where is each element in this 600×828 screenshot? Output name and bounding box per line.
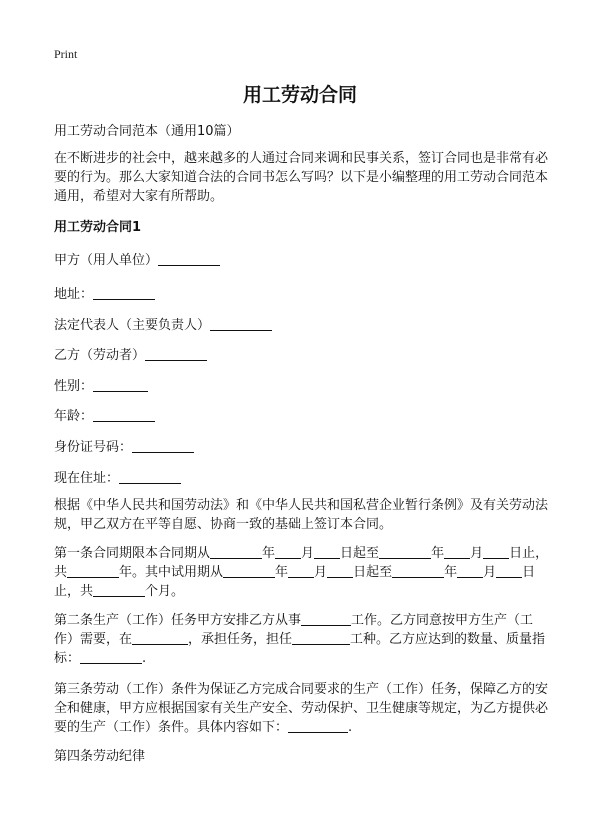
- clause-article-1: [54, 544, 550, 601]
- article1-month-label: 月: [301, 546, 315, 561]
- article1-day-start-label-2: 日起至: [353, 565, 393, 580]
- field-age-label: 年龄：: [54, 409, 94, 424]
- field-party-b: [54, 344, 207, 363]
- article1-total-label: 日止，共: [54, 565, 536, 599]
- end-year-blank[interactable]: [379, 545, 431, 559]
- quota-blank[interactable]: [80, 650, 142, 664]
- total-years-blank[interactable]: [67, 564, 119, 578]
- article2-part-3: ，承担任务，担任: [188, 632, 293, 647]
- start-year-blank[interactable]: [210, 545, 262, 559]
- field-party-a-label: 甲方（用人单位）: [54, 253, 159, 268]
- gender-blank[interactable]: [93, 378, 148, 392]
- document-subtitle: 用工劳动合同范本（通用10篇）: [54, 124, 240, 139]
- party-b-blank[interactable]: [145, 347, 207, 361]
- clause-basis: 根据《中华人民共和国劳动法》和《中华人民共和国私营企业暂行条例》及有关劳动法规，甲乙双方在平等自愿、协商一致的基础上签订本合同。: [54, 498, 549, 532]
- section-heading: 用工劳动合同1: [54, 220, 142, 235]
- age-blank[interactable]: [93, 408, 155, 422]
- field-address-label: 地址：: [54, 287, 94, 302]
- article1-year-trial-label: 年。其中试用期从: [119, 565, 224, 580]
- article1-day-end-label: 日止，共: [54, 546, 549, 580]
- field-gender: [54, 375, 148, 394]
- article1-month-label-4: 月: [483, 565, 497, 580]
- start-day-blank[interactable]: [314, 545, 340, 559]
- job-blank[interactable]: [301, 612, 351, 626]
- address-blank[interactable]: [93, 286, 155, 300]
- intro-paragraph: 在不断进步的社会中，越来越多的人通过合同来调和民事关系，签订合同也是非常有必要的行为。那么大家知道合法的合同书怎么写吗？以下是小编整理的用工劳动合同范本通用，希望对大家有所帮助。: [54, 151, 549, 204]
- clause-article-4: 第四条劳动纪律: [54, 749, 146, 764]
- trial-start-month-blank[interactable]: [288, 564, 314, 578]
- field-age: [54, 405, 155, 424]
- article1-prefix: 第一条合同期限本合同期从: [54, 546, 211, 561]
- field-gender-label: 性别：: [54, 379, 94, 394]
- article2-part-2: 工作。乙方同意按甲方生产（工作）需要，在: [54, 613, 534, 647]
- print-link[interactable]: Print: [54, 47, 78, 61]
- trial-months-blank[interactable]: [93, 583, 145, 597]
- article2-end: .: [142, 651, 147, 666]
- field-legal-rep-label: 法定代表人（主要负责人）: [54, 318, 211, 333]
- article1-year-label-4: 年: [444, 565, 458, 580]
- start-month-blank[interactable]: [275, 545, 301, 559]
- legal-rep-blank[interactable]: [210, 317, 272, 331]
- article1-year-label-3: 年: [275, 565, 289, 580]
- conditions-blank[interactable]: [288, 719, 348, 733]
- field-id-number: [54, 436, 194, 455]
- field-address: [54, 283, 155, 302]
- article1-year-label: 年: [262, 546, 276, 561]
- article1-year-label-2: 年: [431, 546, 445, 561]
- field-party-a: [54, 249, 220, 268]
- field-party-b-label: 乙方（劳动者）: [54, 348, 146, 363]
- field-legal-rep: [54, 314, 272, 333]
- party-a-blank[interactable]: [158, 252, 220, 266]
- trial-end-month-blank[interactable]: [457, 564, 483, 578]
- trial-end-year-blank[interactable]: [392, 564, 444, 578]
- field-id-number-label: 身份证号码：: [54, 440, 133, 455]
- article3-text: 第三条劳动（工作）条件为保证乙方完成合同要求的生产（工作）任务，保障乙方的安全和健康，甲方应根据国家有关生产安全、劳动保护、卫生健康等规定，为乙方提供必要的生产（工作）条件。具体内容如下：: [54, 682, 549, 735]
- document-title: 用工劳动合同: [242, 84, 357, 106]
- location-blank[interactable]: [132, 631, 188, 645]
- trade-blank[interactable]: [292, 631, 350, 645]
- article1-month-label-3: 月: [314, 565, 328, 580]
- article2-prefix: 第二条生产（工作）任务甲方安排乙方从事: [54, 613, 302, 628]
- end-day-blank[interactable]: [483, 545, 509, 559]
- clause-article-3: [54, 680, 550, 737]
- trial-end-day-blank[interactable]: [496, 564, 522, 578]
- trial-start-year-blank[interactable]: [223, 564, 275, 578]
- article1-day-start-label: 日起至: [340, 546, 380, 561]
- end-month-blank[interactable]: [444, 545, 470, 559]
- article2-part-4: 工种。乙方应达到的数量、质量指标：: [54, 632, 546, 666]
- article1-months-label: 个月。: [145, 584, 185, 599]
- trial-start-day-blank[interactable]: [327, 564, 353, 578]
- clause-article-2: [54, 611, 550, 668]
- current-address-blank[interactable]: [119, 470, 181, 484]
- article3-end: .: [348, 720, 353, 735]
- article1-month-label-2: 月: [470, 546, 484, 561]
- field-current-address-label: 现在住址：: [54, 471, 120, 486]
- id-number-blank[interactable]: [132, 439, 194, 453]
- field-current-address: [54, 467, 181, 486]
